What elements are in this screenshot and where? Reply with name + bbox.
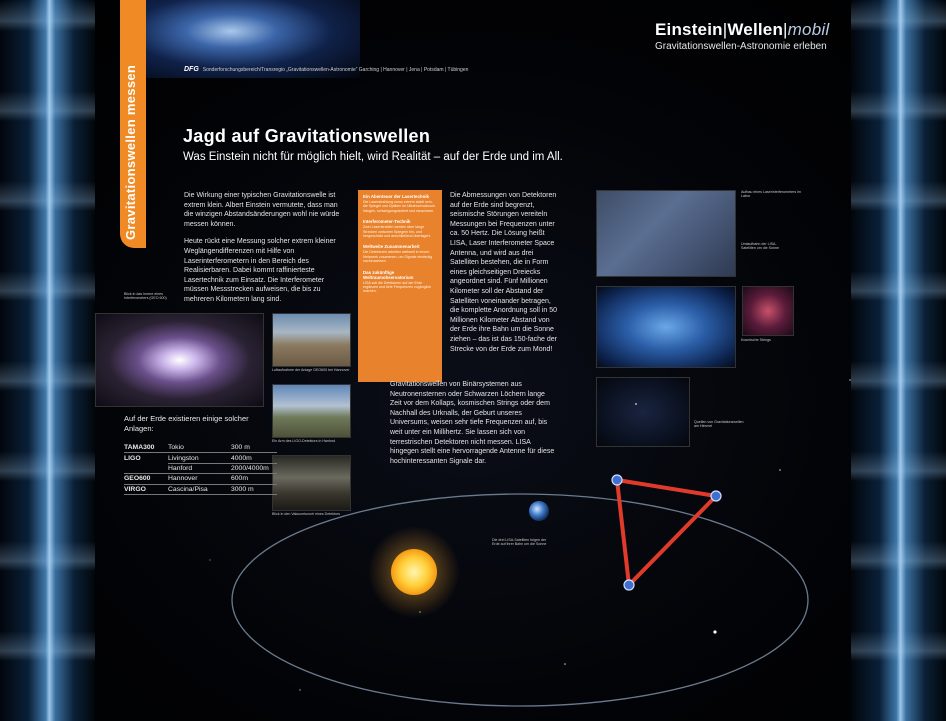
paragraph: Die Wirkung einer typischen Gravitationswelle ist extrem klein. Albert Einstein vermutete, dass man die winzigen Abstandsänderungen wohl nie würde messen können.: [184, 192, 340, 228]
caption: Kosmische Strings: [741, 338, 771, 342]
cosmic-strings-image: [742, 286, 794, 336]
table-row: LIGO Livingston 4000m: [124, 453, 277, 463]
sponsor-text: Sonderforschungsbereich/Transregio „Gravitationswellen-Astronomie“ Garching | Hannover | Jena | Potsdam | Tübingen: [202, 67, 469, 73]
interferometer-photo: [95, 313, 264, 407]
orbit-ellipse: [232, 494, 808, 706]
star-map-image: [596, 377, 690, 447]
caption: Ein Arm des LIGO-Detektors in Hanford: [272, 439, 336, 443]
satellite-icon: [711, 491, 721, 501]
table-row: GEO600 Hannover 600m: [124, 474, 277, 484]
page-subtitle: Was Einstein nicht für möglich hielt, wird Realität – auf der Erde und im All.: [183, 151, 563, 163]
earth-icon: [529, 501, 549, 521]
caption: Blick in den Vakuumtunnel eines Detektors: [272, 512, 341, 516]
caption: Aufbau eines Laserinterferometers im Labor: [741, 190, 801, 199]
info-block: Ein Abenteuer der Lasertechnik Die Laserstrahlung muss extrem stabil sein, die Spiegel und Optiken im Ultrahochvakuum hängen, schwingungsisoliert und rauscharm.: [363, 194, 435, 213]
left-decor-panel: [0, 0, 95, 721]
detector-site-photo: [272, 313, 351, 367]
brand-logo: Einstein|Wellen|mobil Gravitationswellen-Astronomie erleben: [655, 20, 830, 52]
right-decor-panel: [851, 0, 946, 721]
sponsor-line: [184, 66, 468, 73]
logo-part-mobil: mobil: [787, 20, 830, 39]
lab-diagram-image: [596, 190, 736, 277]
satellite-icon: [612, 475, 622, 485]
page-title: Jagd auf Gravitationswellen: [183, 126, 431, 146]
text-column-left: [184, 191, 344, 313]
detector-site-photo: [272, 384, 351, 438]
sun-glow: [368, 526, 460, 618]
table-row: TAMA300 Tokio 300 m: [124, 443, 277, 453]
vacuum-tunnel-photo: [272, 455, 351, 511]
info-box: [358, 190, 442, 382]
caption: Blick in das Innere eines Interferometers (GEO 600): [124, 292, 167, 301]
orbit-diagram-image: [596, 286, 736, 368]
info-block: Das zukünftige Weltraumobservatorium LISA soll die Detektoren auf der Erde ergänzen und tiefe Frequenzen zugänglich machen.: [363, 269, 432, 294]
caption: Luftaufnahme der Anlage GEO600 bei Hannover: [272, 368, 350, 372]
paragraph: Gravitationswellen von Binärsystemen aus Neutronensternen oder Schwarzen Löchern lange Zeit vor dem Kollaps, kosmischen Strings oder dem Nachhall des Urknalls, der Geburt unseres Universums, weisen sehr tiefe Frequenzen auf, bis weit unter ein Millihertz. Sie lassen sich von terrestrischen Detektoren nicht messen. LISA hingegen stellt eine hervorragende Antenne für diese hochinteressanten Signale dar.: [390, 381, 555, 465]
logo-part-einstein: Einstein: [655, 20, 723, 39]
logo-part-wellen: Wellen: [727, 20, 784, 39]
satellite-icon: [624, 580, 634, 590]
sun-icon: [391, 549, 437, 595]
caption: Umlaufbahn der LISA-Satelliten um die Sonne: [741, 242, 779, 251]
info-block: Interferometer-Technik Zwei Laserstrahlen werden über lange Strecken zwischen Spiegeln hin- und hergeschickt und anschließend überlagert.: [363, 219, 431, 239]
table-row: VIRGO Cascina/Pisa 3000 m: [124, 484, 277, 494]
logo-subtitle: Gravitationswellen-Astronomie erleben: [655, 41, 827, 52]
caption: Die drei LISA-Satelliten folgen der Erde auf ihrer Bahn um die Sonne: [492, 538, 547, 547]
lisa-triangle: [612, 475, 721, 590]
detector-table: [124, 443, 277, 495]
paragraph: Heute rückt eine Messung solcher extrem kleiner Weglängendifferenzen mit Hilfe von Laserinterferometern in den Bereich des Realisierbaren. Dabei kommt raffinierteste Lasertechnik zum Einsatz. Die Interferometer müssen Messstrecken aufweisen, die bis zu mehreren Kilometern lang sind.: [184, 238, 336, 303]
text-column-lisa: [450, 191, 558, 362]
dfg-logo: DFG: [184, 66, 199, 73]
section-tab-label: Gravitationswellen messen: [123, 64, 138, 240]
caption: Quellen von Gravitationswellen am Himmel: [694, 420, 744, 429]
paragraph: Die Abmessungen von Detektoren auf der Erde sind begrenzt, seismische Störungen vereiteln Messungen bei Frequenzen unter ca. 50 Hertz. Die Lösung heißt LISA, Laser Interferometer Space Antenna, und wird aus drei Satelliten bestehen, die in Form eines gleichseitigen Dreiecks angeordnet sind. Fünf Millionen Kilometer soll der Abstand der Satelliten voneinander betragen, die komplette Anordnung soll in 50 Millionen Kilometer Abstand von der Erde ihre Bahn um die Sonne ziehen – das ist das 150-fache der Strecke von der Erde zum Mond!: [450, 192, 558, 353]
table-row: Hanford 2000/4000m: [124, 463, 277, 473]
text-column-sources: [390, 380, 558, 474]
table-intro: Auf der Erde existieren einige solcher Anlagen:: [124, 414, 249, 433]
info-block: Weltweite Zusammenarbeit Die Detektoren arbeiten weltweit in einem Netzwerk zusammen, um Signale eindeutig nachzuweisen.: [363, 244, 433, 264]
